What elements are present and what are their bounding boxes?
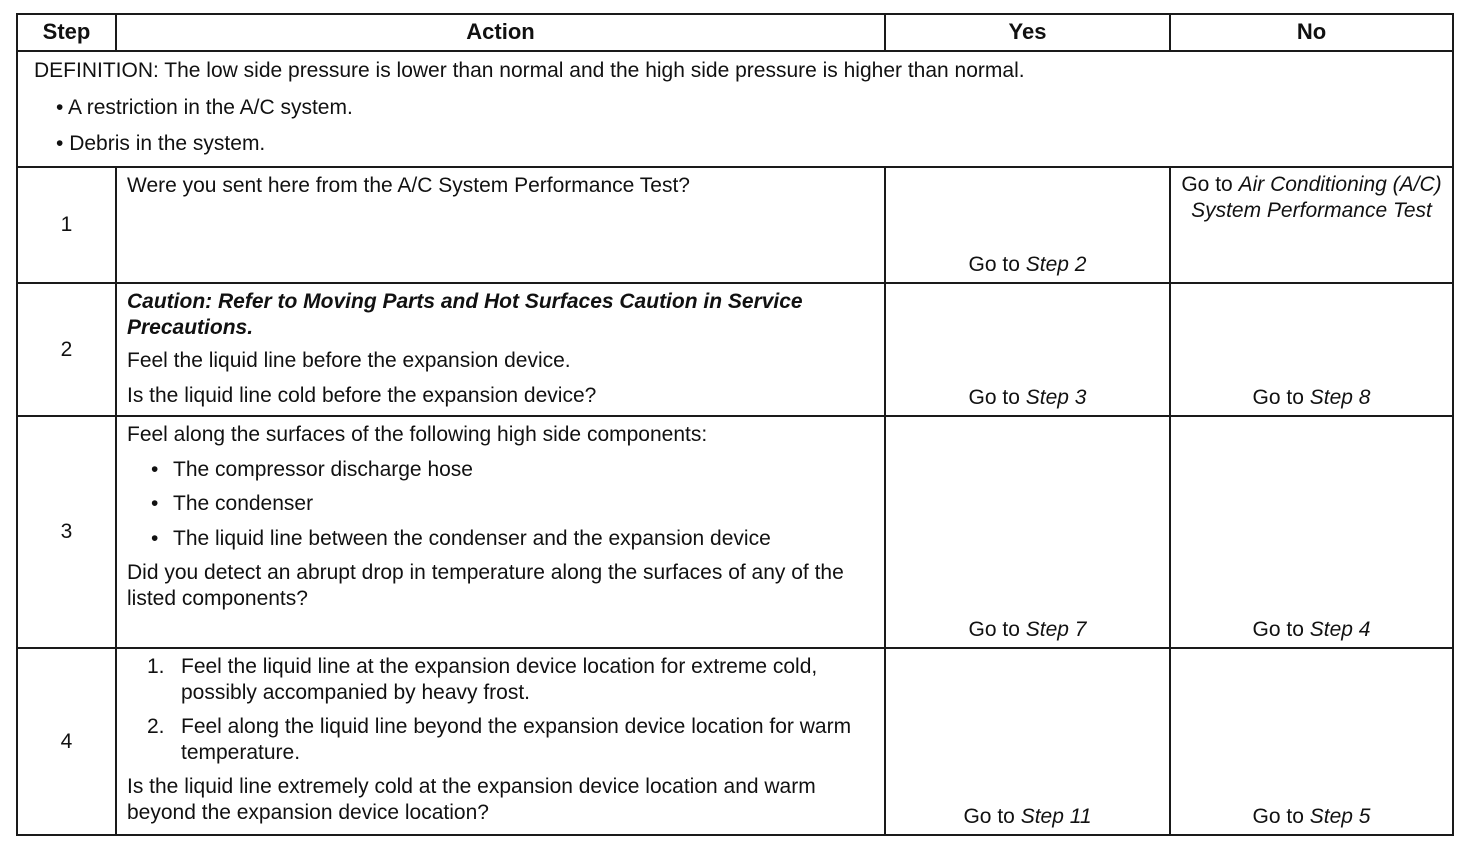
question-text: Is the liquid line extremely cold at the expansion device location and warm beyond the expansion device location? (127, 775, 816, 825)
goto-prefix: Go to (1252, 618, 1304, 642)
definition-bullet: • A restriction in the A/C system. (56, 95, 353, 119)
yes-reference: Step 7 (1025, 618, 1087, 642)
step-number: 1 (17, 167, 116, 283)
bullet-glyph: • (151, 492, 159, 516)
yes-reference: Step 11 (1020, 805, 1092, 829)
definition-bullet: • Debris in the system. (56, 132, 266, 156)
no-cell (1170, 648, 1453, 835)
action-cell (116, 283, 885, 416)
intro-text: Feel along the surfaces of the following high side components: (127, 423, 708, 446)
instruction-text: Feel the liquid line before the expansion device. (127, 349, 571, 373)
header-yes: Yes (885, 14, 1170, 51)
step-number: 3 (17, 416, 116, 648)
step-number: 2 (17, 283, 116, 416)
yes-reference: Step 2 (1025, 253, 1087, 277)
no-cell (1170, 416, 1453, 648)
question-text: Is the liquid line cold before the expansion device? (127, 383, 597, 407)
step-number: 4 (17, 648, 116, 835)
no-reference: Step 5 (1309, 805, 1371, 829)
definition-text: DEFINITION: The low side pressure is lower than normal and the high side pressure is higher than normal. (34, 59, 1025, 82)
bullet-glyph: • (151, 526, 159, 550)
caution-text: Caution: Refer to Moving Parts and Hot Surfaces Caution in Service Precautions. (127, 290, 803, 339)
step-row-4 (17, 648, 1453, 835)
definition-row (17, 51, 1453, 167)
yes-cell (885, 416, 1170, 648)
goto-prefix: Go to (1252, 386, 1304, 410)
yes-cell (885, 283, 1170, 416)
action-cell (116, 167, 885, 283)
goto-prefix: Go to (968, 253, 1020, 277)
step-row-3 (17, 416, 1453, 648)
item-number: 1. (147, 655, 165, 678)
question-text: Were you sent here from the A/C System Performance Test? (127, 174, 690, 197)
component-bullet: • The liquid line between the condenser and the expansion device (151, 526, 771, 550)
no-reference: Step 8 (1309, 386, 1371, 410)
component-bullet: • The condenser (151, 492, 314, 516)
no-reference: Step 4 (1309, 618, 1371, 642)
header-action: Action (116, 14, 885, 51)
numbered-item: 2. Feel along the liquid line beyond the expansion device location for warm temperature. (147, 715, 852, 764)
header-no: No (1170, 14, 1453, 51)
component-bullet: • The compressor discharge hose (151, 457, 473, 481)
item-number: 2. (147, 715, 165, 739)
action-cell (116, 648, 885, 835)
goto-prefix: Go to (1252, 805, 1304, 829)
diagnostic-table (16, 13, 1454, 836)
step-row-1 (17, 167, 1453, 283)
question-text: Did you detect an abrupt drop in temperature along the surfaces of any of the listed components? (127, 561, 844, 611)
no-cell (1170, 283, 1453, 416)
numbered-item: 1. Feel the liquid line at the expansion device location for extreme cold, possibly accompanied by heavy frost. (147, 655, 818, 704)
definition-cell (17, 51, 1453, 167)
no-cell (1170, 167, 1453, 283)
goto-prefix: Go to (963, 805, 1015, 829)
bullet-glyph: • (56, 132, 64, 156)
step-row-2 (17, 283, 1453, 416)
bullet-glyph: • (56, 95, 64, 119)
goto-prefix: Go to (968, 618, 1020, 642)
header-row (17, 14, 1453, 51)
bullet-glyph: • (151, 457, 159, 481)
no-reference: Air Conditioning (A/C) System Performance Test (1191, 173, 1442, 222)
header-step: Step (17, 14, 116, 51)
yes-cell (885, 167, 1170, 283)
yes-reference: Step 3 (1025, 386, 1087, 410)
goto-prefix: Go to (1181, 173, 1233, 196)
action-cell (116, 416, 885, 648)
goto-prefix: Go to (968, 386, 1020, 410)
yes-cell (885, 648, 1170, 835)
